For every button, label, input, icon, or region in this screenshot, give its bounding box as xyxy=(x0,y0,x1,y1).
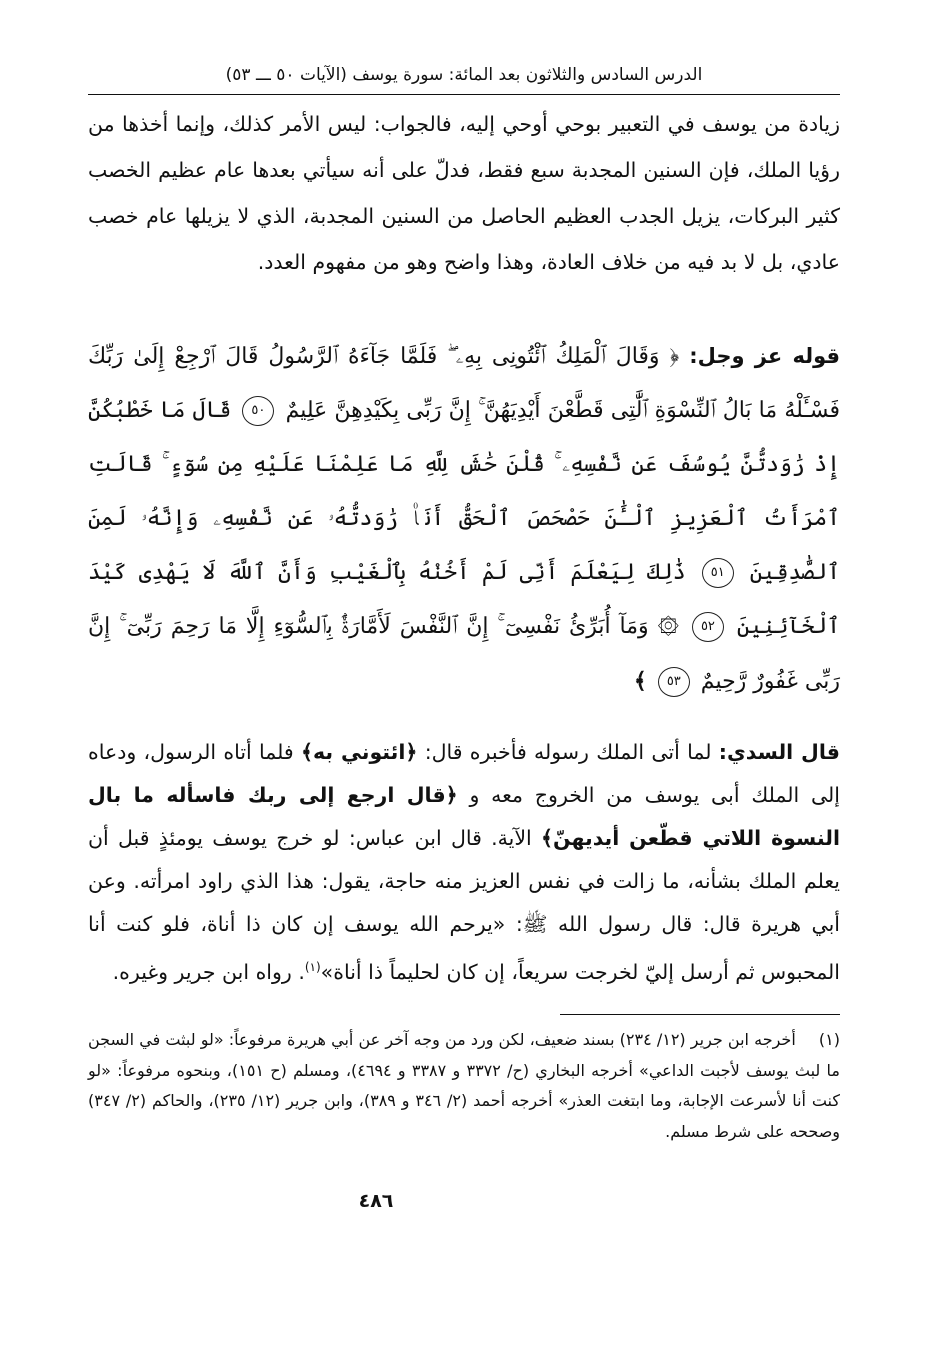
quran-lead: قوله عز وجل: xyxy=(689,344,841,368)
ayah-marker-52: ٥٢ xyxy=(692,612,724,642)
intro-paragraph: زيادة من يوسف في التعبير بوحي أوحي إليه، فالجواب: ليس الأمر كذلك، وإنما أخذها من رؤيا الملك، فإن السنين المجدبة سبع فقط، فدلّ على أنه سيأتي بعدها عام عظيم الخصب كثير البركات، يزيل الجدب العظيم الحاصل من السنين المجدبة، الذي لا يزيلها عام خصب عادي، بل لا بد فيه من خلاف العادة، وهذا واضح وهو من مفهوم العدد. xyxy=(88,112,840,274)
footnote-number: (١) xyxy=(818,1030,840,1050)
footnote xyxy=(88,1025,840,1147)
ayah-marker-51: ٥١ xyxy=(702,558,734,588)
ayah-marker-50: ٥٠ xyxy=(242,396,274,426)
commentary-part-3: الآية. قال ابن عباس: لو خرج يوسف يومئذٍ قبل أن يعلم الملك بشأنه، ما زالت في نفس العزيز منه حاجة، يقول: هذا الذي راود امرأته. وعن أبي هريرة قال: قال رسول الله ﷺ: xyxy=(88,826,840,936)
verse-50: وَقَالَ ٱلْمَلِكُ ٱئْتُونِى بِهِۦ ۖ فَلَمَّا جَآءَهُ ٱلرَّسُولُ قَالَ ٱرْجِعْ إِلَىٰ رَبِّكَ فَسْـَٔلْهُ مَا بَالُ ٱلنِّسْوَةِ ٱلَّٰتِى قَطَّعْنَ أَيْدِيَهُنَّ ۚ إِنَّ رَبِّى بِكَيْدِهِنَّ عَلِيمٌ xyxy=(88,344,841,423)
footnote-text: أخرجه ابن جرير (١٢/ ٢٣٤) بسند ضعيف، لكن ورد من وجه آخر عن أبي هريرة مرفوعاً: «لو لبثت في السجن ما لبث يوسف لأجبت الداعي» أخرجه البخاري (ح/ ٣٣٧٢ و ٣٣٨٧ و ٤٦٩٤)، ومسلم (ح ١٥١)، وبنحوه مرفوعاً: «لو كنت أنا لأسرعت الإجابة، وما ابتغت العذر» أخرجه أحمد (٢/ ٣٤٦ و ٣٨٩)، وابن جرير (١٢/ ٢٣٥)، والحاكم (٢/ ٣٤٧) وصححه على شرط مسلم. xyxy=(88,1030,841,1141)
commentary-part-4: . رواه ابن جرير وغيره. xyxy=(112,959,305,984)
quran-open-bracket: ﴿ xyxy=(669,344,680,369)
commentary-part-2: فلما أتاه الرسول، ودعاه إلى الملك أبى يوسف من الخروج معه و xyxy=(88,740,840,807)
commentary-part-1: لما أتى الملك رسوله فأخبره قال: xyxy=(424,740,712,764)
commentary-quote-2: ﴿قال ارجع إلى ربك فاسأله ما بال النسوة اللاتي قطّعن أيديهنّ﴾ xyxy=(88,783,840,850)
hadith-quote: «يرحم الله يوسف إن كان ذا أناة، فلو كنت أنا المحبوس ثم أرسل إليّ لخرجت سريعاً، إن كان لحليماً ذا أناة» xyxy=(88,912,840,984)
quran-passage xyxy=(88,329,840,709)
quran-close-bracket: ﴾ xyxy=(633,668,647,694)
hizb-separator-icon: ۞ xyxy=(657,614,679,639)
ayah-marker-53: ٥٣ xyxy=(658,667,690,697)
footnote-reference[interactable]: (١) xyxy=(304,960,321,974)
commentary-paragraph xyxy=(88,731,840,994)
footnote-divider xyxy=(560,1014,840,1015)
commentary-lead: قال السدي: xyxy=(718,740,840,764)
page-number xyxy=(0,1190,752,1212)
page-number-text: ٤٨٦ xyxy=(358,1190,394,1212)
verse-52: ذَٰلِكَ لِيَعْلَمَ أَنِّى لَمْ أَخُنْهُ بِٱلْغَيْبِ وَأَنَّ ٱللَّهَ لَا يَهْدِى كَيْدَ ٱلْخَآئِنِينَ xyxy=(88,560,840,639)
verse-51: قَالَ مَا خَطْبُكُنَّ إِذْ رَٰوَدتُّنَّ يُوسُفَ عَن نَّفْسِهِۦ ۚ قُلْنَ حَٰشَ لِلَّهِ مَا عَلِمْنَا عَلَيْهِ مِن سُوٓءٍ ۚ قَالَتِ ٱمْرَأَتُ ٱلْعَزِيزِ ٱلْـَٰٔنَ حَصْحَصَ ٱلْحَقُّ أَنَا۠ رَٰوَدتُّهُۥ عَن نَّفْسِهِۦ وَإِنَّهُۥ لَمِنَ ٱلصَّٰدِقِينَ xyxy=(88,398,841,585)
verse-53: وَمَآ أُبَرِّئُ نَفْسِىٓ ۚ إِنَّ ٱلنَّفْسَ لَأَمَّارَةٌۢ بِٱلسُّوٓءِ إِلَّا مَا رَحِمَ رَبِّىٓ ۚ إِنَّ رَبِّى غَفُورٌ رَّحِيمٌ xyxy=(88,614,840,694)
running-header xyxy=(88,60,840,95)
book-page xyxy=(88,60,840,1147)
commentary-quote-1: ﴿ائتوني به﴾ xyxy=(300,740,418,764)
running-title: الدرس السادس والثلاثون بعد المائة: سورة يوسف (الآيات ٥٠ ـــ ٥٣) xyxy=(225,65,703,85)
